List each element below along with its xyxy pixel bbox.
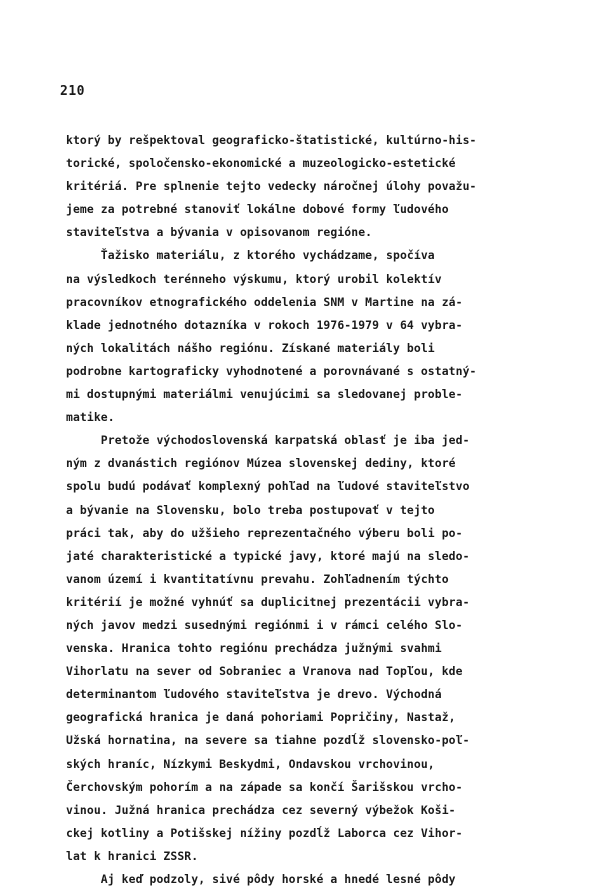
text-line: matike.	[66, 410, 115, 425]
text-line: spolu budú podávať komplexný pohľad na ľudové staviteľstvo	[66, 479, 470, 494]
text-line: kritériá. Pre splnenie tejto vedecky náročnej úlohy považu-	[66, 179, 477, 194]
text-line: staviteľstva a bývania v opisovanom regióne.	[66, 225, 373, 240]
text-line: na výsledkoch terénneho výskumu, ktorý urobil kolektív	[66, 271, 442, 286]
body-text	[66, 129, 556, 891]
text-line: vinou. Južná hranica prechádza cez severný výbežok Koši-	[66, 802, 456, 817]
text-line: ných lokalitách nášho regiónu. Získané materiály boli	[66, 340, 435, 355]
text-line: Pretože východoslovenská karpatská oblasť je iba jed-	[66, 433, 470, 448]
text-line: Aj keď podzoly, sivé pôdy horské a hnedé lesné pôdy	[66, 872, 456, 886]
text-line: Ťažisko materiálu, z ktorého vychádzame, spočíva	[66, 248, 435, 263]
page-number: 210	[60, 84, 85, 99]
text-line: venska. Hranica tohto regiónu prechádza južnými svahmi	[66, 641, 442, 656]
text-line: mi dostupnými materiálmi venujúcimi sa sledovanej proble-	[66, 387, 463, 402]
text-line: Čerchovským pohorím a na západe sa končí Šarišskou vrcho-	[66, 779, 463, 794]
text-line: ckej kotliny a Potišskej nížiny pozdĺž Laborca cez Vihor-	[66, 825, 463, 840]
text-line: determinantom ľudového staviteľstva je drevo. Východná	[66, 687, 442, 702]
text-line: podrobne kartograficky vyhodnotené a porovnávané s ostatný-	[66, 363, 477, 378]
text-line: jeme za potrebné stanoviť lokálne dobové formy ľudového	[66, 202, 449, 217]
text-line: pracovníkov etnografického oddelenia SNM v Martine na zá-	[66, 294, 463, 309]
text-line: vanom území i kvantitatívnu prevahu. Zohľadnením týchto	[66, 571, 449, 586]
text-line: klade jednotného dotazníka v rokoch 1976-1979 v 64 vybra-	[66, 317, 463, 332]
text-line: lat k hranici ZSSR.	[66, 848, 199, 863]
text-line: Užská hornatina, na severe sa tiahne pozdĺž slovensko-poľ-	[66, 733, 470, 748]
text-line: Vihorlatu na sever od Sobraniec a Vranova nad Topľou, kde	[66, 664, 463, 679]
text-line: kritérií je možné vyhnúť sa duplicitnej prezentácii vybra-	[66, 594, 470, 609]
text-line: ným z dvanástich regiónov Múzea slovenskej dediny, ktoré	[66, 456, 456, 471]
text-line: ských hraníc, Nízkymi Beskydmi, Ondavskou vrchovinou,	[66, 756, 435, 771]
text-line: a bývanie na Slovensku, bolo treba postupovať v tejto	[66, 502, 435, 517]
text-line: ktorý by rešpektoval geograficko-štatistické, kultúrno-his-	[66, 133, 477, 147]
text-line: práci tak, aby do užšieho reprezentačného výberu boli po-	[66, 525, 463, 540]
text-line: ných javov medzi susednými regiónmi i v rámci celého Slo-	[66, 617, 463, 632]
text-line: geografická hranica je daná pohoriami Popričiny, Nastaž,	[66, 710, 456, 725]
text-line: jaté charakteristické a typické javy, ktoré majú na sledo-	[66, 548, 470, 563]
text-line: torické, spoločensko-ekonomické a muzeologicko-estetické	[66, 156, 456, 171]
